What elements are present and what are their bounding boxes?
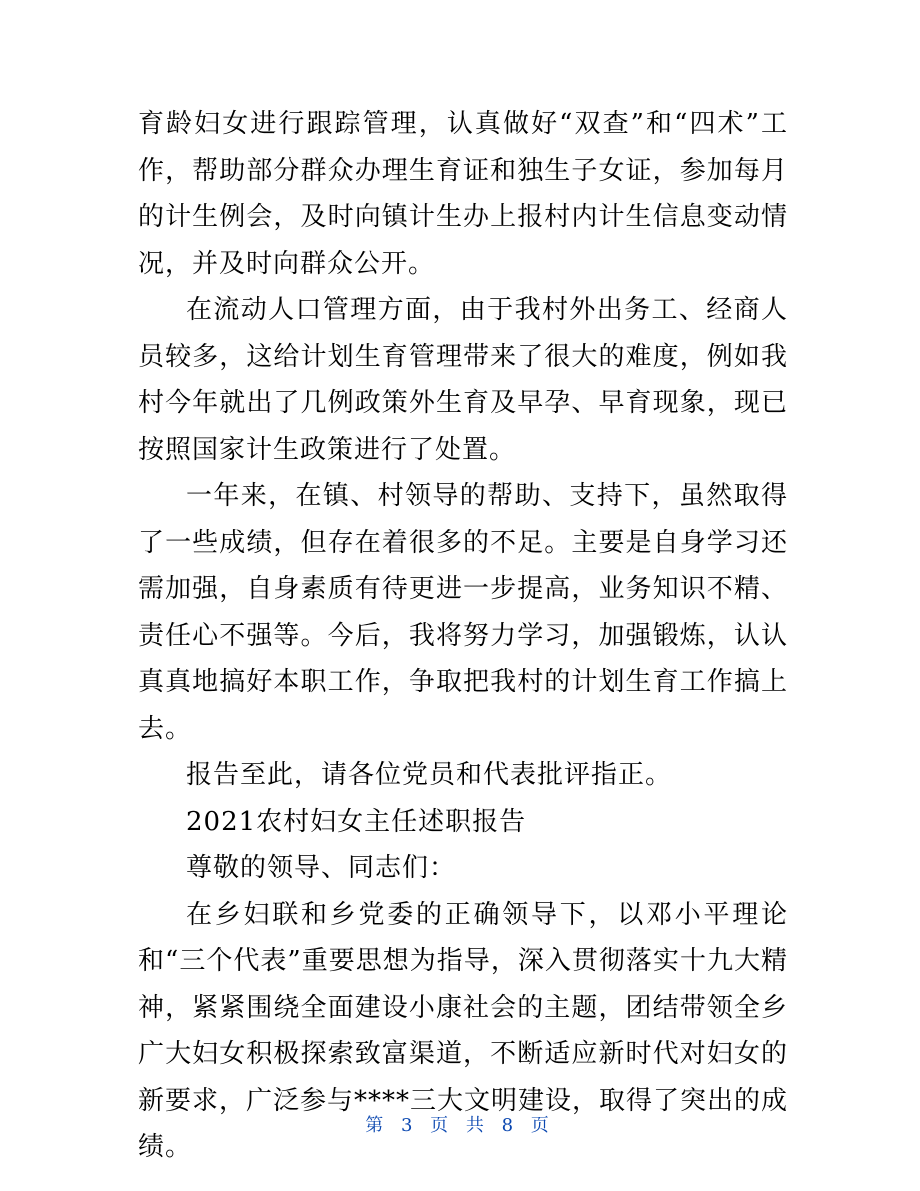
paragraph-introduction: 在乡妇联和乡党委的正确领导下，以邓小平理论和“三个代表”重要思想为指导，深入贯彻落实十九大精神，紧紧围绕全面建设小康社会的主题，团结带领全乡广大妇女积极探索致富渠道，不断适应新时代对妇女的新要求，广泛参与****三大文明建设，取得了突出的成绩。 xyxy=(138,899,789,1162)
paragraph-migrant-population: 在流动人口管理方面，由于我村外出务工、经商人员较多，这给计划生育管理带来了很大的难度，例如我村今年就出了几例政策外生育及早孕、早育现象，现已按照国家计生政策进行了处置。 xyxy=(138,295,788,465)
document-body xyxy=(138,101,788,1171)
paragraph-closing-remark: 报告至此，请各位党员和代表批评指正。 xyxy=(186,760,673,790)
salutation: 尊敬的领导、同志们： xyxy=(186,853,457,883)
page-number-footer: 第 3 页 共 8 页 xyxy=(365,1115,555,1136)
section-title: 2021农村妇女主任述职报告 xyxy=(186,806,527,837)
paragraph-year-summary: 一年来，在镇、村领导的帮助、支持下，虽然取得了一些成绩，但存在着很多的不足。主要是自身学习还需加强，自身素质有待更进一步提高，业务知识不精、责任心不强等。今后，我将努力学习，加强锻炼，认认真真地搞好本职工作，争取把我村的计划生育工作搞上去。 xyxy=(138,481,788,744)
paragraph-family-planning-tracking: 育龄妇女进行跟踪管理，认真做好“双查”和“四术”工作，帮助部分群众办理生育证和独生子女证，参加每月的计生例会，及时向镇计生办上报村内计生信息变动情况，并及时向群众公开。 xyxy=(138,109,788,279)
